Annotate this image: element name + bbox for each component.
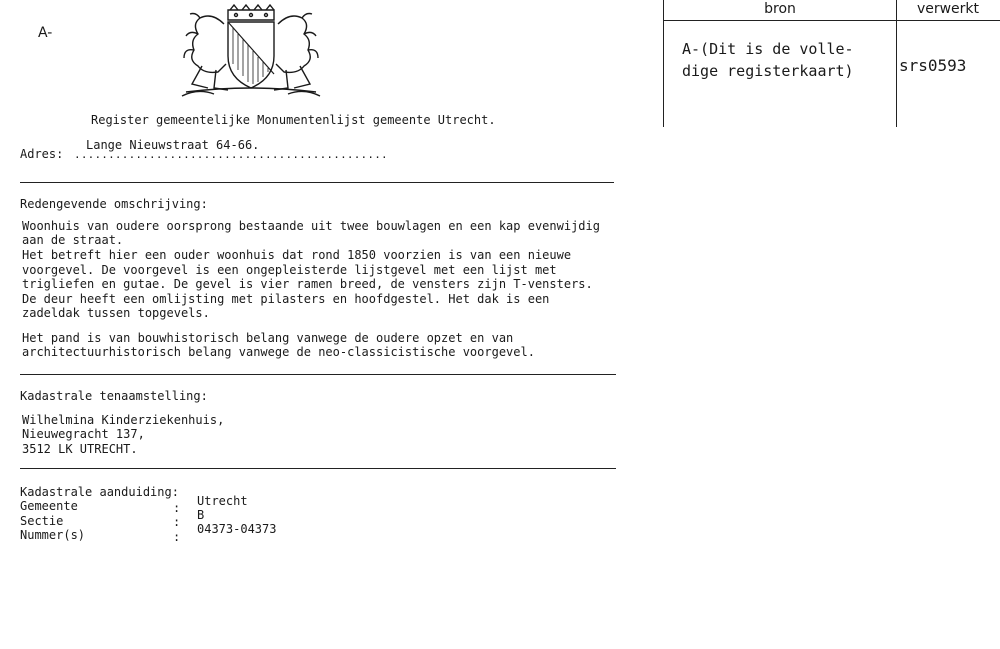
section-divider	[20, 182, 614, 183]
column-header-bron: bron	[764, 1, 796, 17]
cadastral-heading: Kadastrale aanduiding:	[20, 485, 179, 499]
description-line: De deur heeft een omlijsting met pilasters en hoofdgestel. Het dak is een	[22, 292, 550, 306]
nummer-label: Nummer(s)	[20, 528, 86, 542]
description-line: architectuurhistorisch belang vanwege de neo-classicistische voorgevel.	[22, 345, 535, 359]
address-label: Adres:	[20, 147, 64, 161]
sectie-colon: :	[173, 515, 181, 529]
bron-value-line-1: A-(Dit is de volle-	[682, 40, 854, 58]
owner-name: Wilhelmina Kinderziekenhuis,	[22, 413, 225, 427]
owner-street: Nieuwegracht 137,	[22, 427, 145, 441]
address-dotted-line: ..............................................	[74, 148, 388, 161]
description-line: Het pand is van bouwhistorisch belang vanwege de oudere opzet en van	[22, 331, 514, 345]
owner-heading: Kadastrale tenaamstelling:	[20, 389, 208, 403]
nummer-colon: :	[173, 530, 181, 544]
gemeente-label: Gemeente	[20, 499, 78, 513]
table-header-rule	[663, 20, 1000, 21]
bron-value-line-2: dige registerkaart)	[682, 62, 854, 80]
section-divider	[20, 374, 616, 375]
gemeente-colon: :	[173, 501, 181, 515]
description-line: Woonhuis van oudere oorsprong bestaande uit twee bouwlagen en een kap evenwijdig	[22, 219, 600, 233]
description-line: Het betreft hier een ouder woonhuis dat rond 1850 voorzien is van een nieuwe	[22, 248, 572, 262]
description-line: trigliefen en gutae. De gevel is vier ramen breed, de vensters zijn T-vensters.	[22, 277, 593, 291]
description-heading: Redengevende omschrijving:	[20, 197, 208, 211]
description-line: voorgevel. De voorgevel is een ongepleisterde lijstgevel met een lijst met	[22, 263, 557, 277]
register-title: Register gemeentelijke Monumentenlijst gemeente Utrecht.	[91, 113, 496, 127]
utrecht-coat-of-arms-icon	[178, 4, 324, 98]
gemeente-value: Utrecht	[197, 494, 248, 508]
description-line: aan de straat.	[22, 233, 124, 247]
verwerkt-value: srs0593	[899, 56, 967, 75]
description-line: zadeldak tussen topgevels.	[22, 306, 210, 320]
owner-city: 3512 LK UTRECHT.	[22, 442, 138, 456]
address-value: Lange Nieuwstraat 64-66.	[86, 138, 260, 152]
column-header-verwerkt: verwerkt	[916, 1, 980, 17]
nummer-value: 04373-04373	[197, 522, 277, 536]
sectie-label: Sectie	[20, 514, 64, 528]
sectie-value: B	[197, 508, 205, 522]
series-letter: A-	[38, 25, 53, 41]
section-divider	[20, 468, 616, 469]
